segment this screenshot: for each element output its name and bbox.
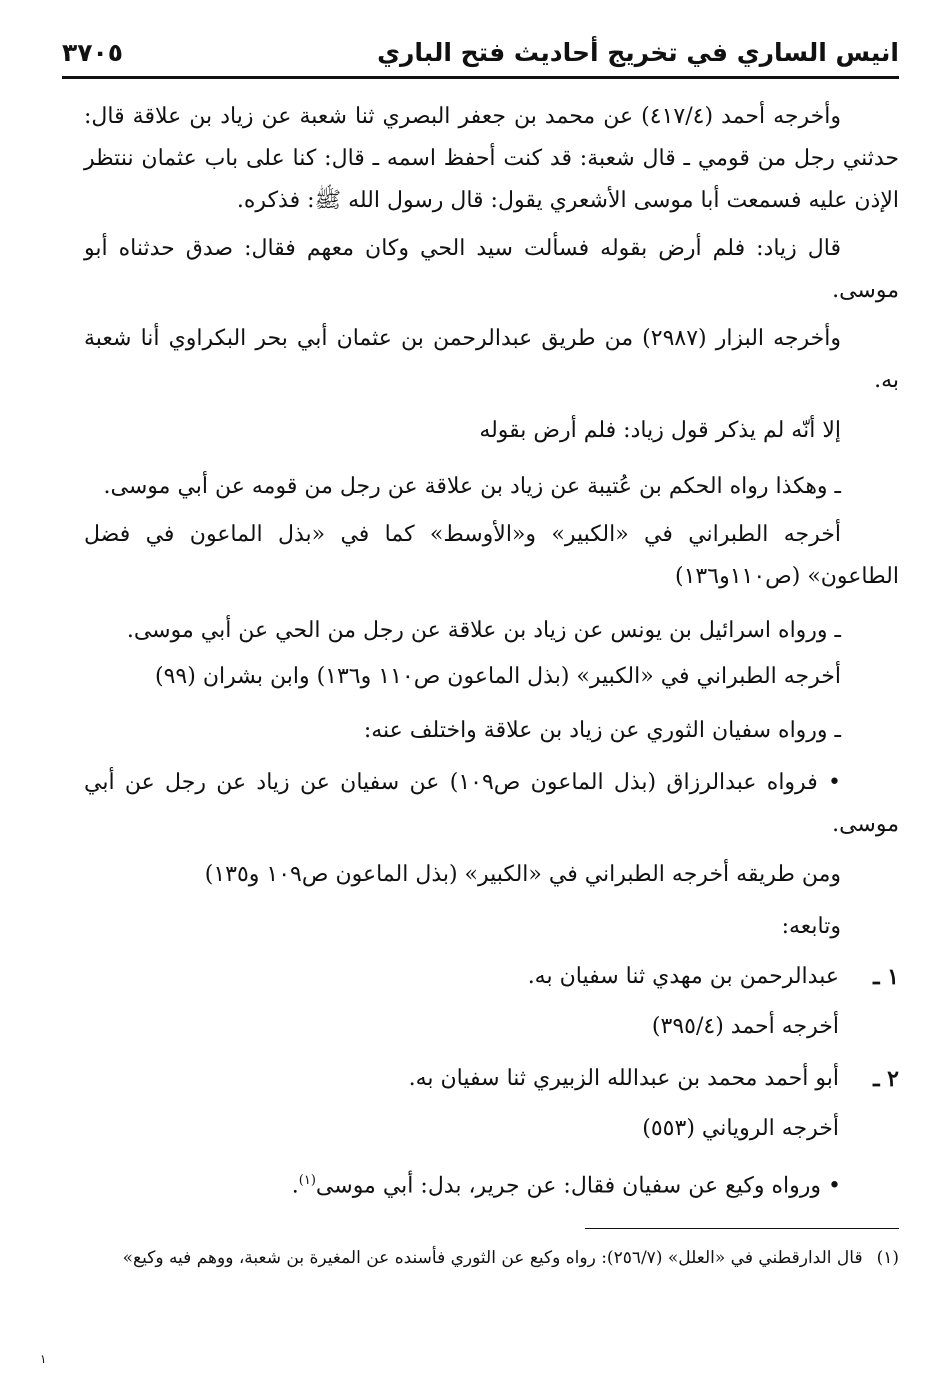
paragraph-2: قال زياد: فلم أرض بقوله فسألت سيد الحي وكان معهم فقال: صدق حدثناه أبو موسى. (84, 236, 899, 303)
footnote-divider (585, 1228, 899, 1229)
footnote (84, 1240, 899, 1276)
paragraph-5: ـ وهكذا رواه الحكم بن عُتيبة عن زياد بن علاقة عن رجل من قومه عن أبي موسى. (103, 474, 841, 499)
footnote-text: قال الدارقطني في «العلل» (٢٥٦/٧): رواه وكيع عن الثوري فأسنده عن المغيرة بن شعبة، ووهم فيه وكيع» (122, 1248, 863, 1268)
list-item-text: أبو أحمد محمد بن عبدالله الزبيري ثنا سفيان به. (408, 1066, 839, 1091)
list-item-source: أخرجه أحمد (٣٩٥/٤) (651, 1014, 839, 1039)
paragraph-6: أخرجه الطبراني في «الكبير» و«الأوسط» كما في «بذل الماعون في فضل الطاعون» (ص١١٠و١٣٦) (84, 522, 899, 589)
footnote-number: (١) (876, 1248, 899, 1268)
paragraph-8: أخرجه الطبراني في «الكبير» (بذل الماعون ص١١٠ و١٣٦) وابن بشران (٩٩) (155, 664, 841, 689)
footnote-reference[interactable]: (١) (298, 1173, 316, 1188)
list-item-number: ٢ ـ (873, 1066, 899, 1092)
page-number: ٣٧٠٥ (62, 38, 124, 67)
page-mark: ١ (40, 1352, 47, 1366)
paragraph-last-text: • ورواه وكيع عن سفيان فقال: عن جرير، بدل: أبي موسى (315, 1173, 841, 1199)
paragraph-12: وتابعه: (781, 914, 841, 939)
paragraph-4: إلا أنّه لم يذكر قول زياد: فلم أرض بقوله (479, 418, 841, 443)
paragraph-last: • ورواه وكيع عن سفيان فقال: عن جرير، بدل: أبي موسى$^{(١)}$. (291, 1173, 841, 1199)
paragraph-1: وأخرجه أحمد (٤١٧/٤) عن محمد بن جعفر البصري ثنا شعبة عن زياد بن علاقة قال: حدثني رجل من قومي ـ قال شعبة: قد كنت أحفظ اسمه ـ قال: كنا على باب عثمان ننتظر الإذن عليه فسمعت أبا موسى الأشعري يقول: قال رسول الله ﷺ: فذكره. (84, 104, 899, 213)
list-item-number: ١ ـ (873, 964, 899, 990)
running-header (62, 36, 899, 79)
paragraph-3: وأخرجه البزار (٢٩٨٧) من طريق عبدالرحمن بن عثمان أبي بحر البكراوي أنا شعبة به. (84, 326, 899, 393)
book-title: انيس الساري في تخريج أحاديث فتح الباري (377, 38, 899, 67)
paragraph-7: ـ ورواه اسرائيل بن يونس عن زياد بن علاقة عن رجل من الحي عن أبي موسى. (126, 618, 841, 643)
paragraph-9: ـ ورواه سفيان الثوري عن زياد بن علاقة واختلف عنه: (363, 718, 841, 743)
paragraph-10: • فرواه عبدالرزاق (بذل الماعون ص١٠٩) عن سفيان عن زياد عن رجل عن أبي موسى. (84, 770, 899, 837)
list-item-text: عبدالرحمن بن مهدي ثنا سفيان به. (527, 964, 839, 989)
paragraph-11: ومن طريقه أخرجه الطبراني في «الكبير» (بذل الماعون ص١٠٩ و١٣٥) (204, 862, 841, 887)
list-item-source: أخرجه الروياني (٥٥٣) (642, 1116, 839, 1141)
